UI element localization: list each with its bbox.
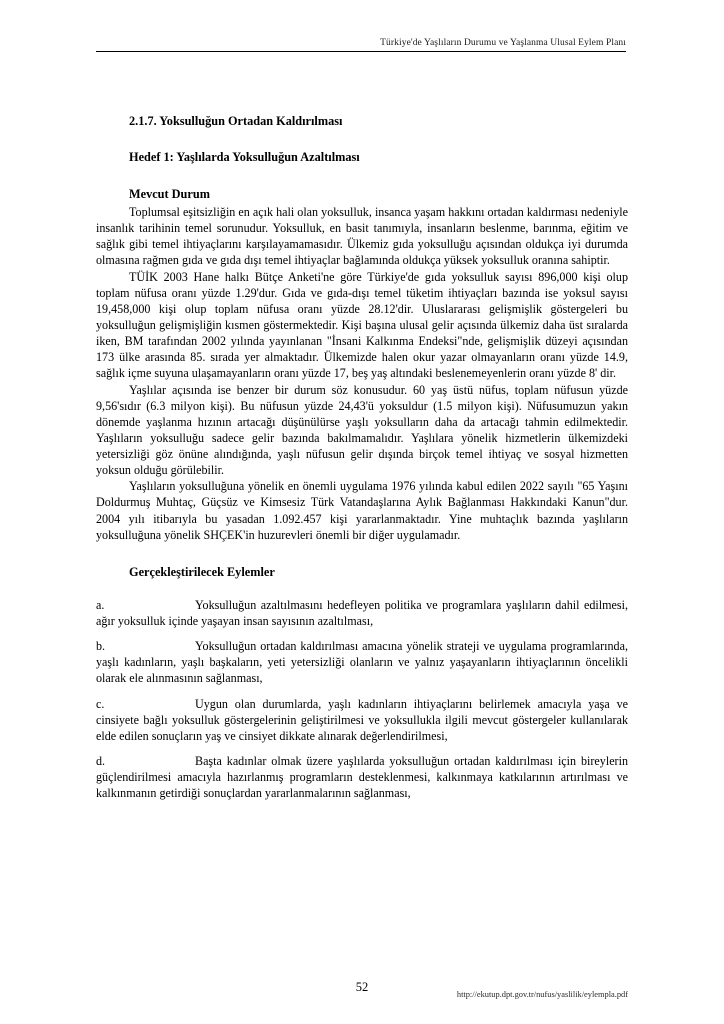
section-title: 2.1.7. Yoksulluğun Ortadan Kaldırılması	[129, 114, 343, 128]
action-marker: c.	[96, 696, 105, 711]
action-item	[96, 753, 628, 801]
action-marker: b.	[96, 639, 106, 654]
action-marker: a.	[96, 597, 105, 612]
actions-list	[96, 597, 628, 802]
body-paragraph: Yaşlılar açısında ise benzer bir durum söz konusudur. 60 yaş üstü nüfus, toplam nüfusun yüzde 9,56'sıdır (6.3 milyon kişi). Bu nüfusun yüzde 24,43'ü yoksuldur (1.5 milyon kişi). Nüfusumuzun yakın dönemde yaşlanma hızının artacağı düşünülürse yaşlı yoksulların daha da artacağı tahmin edilmektedir. Yaşlıların yoksulluğu sadece gelir bazında bakılmamalıdır. Yaşlılara yönelik hizmetlerin ülkemizdeki yetersizliği göz önüne alındığında, yaşlı nüfusun gelir dışında birçok temel ihtiyaç ve sosyal hizmetten yoksun olduğu görülebilir.	[96, 382, 628, 478]
actions-title: Gerçekleştirilecek Eylemler	[129, 564, 275, 579]
header-divider	[96, 51, 626, 52]
action-text: Uygun olan durumlarda, yaşlı kadınların ihtiyaçlarını belirlemek amacıyla yaşa ve cinsiyete bağlı yoksulluk göstergelerinin geliştirilmesi ve yoksullukla ilgili mevcut göstergeler kullanılarak elde edilen sonuçların yaş ve cinsiyet dikkate alınarak değerlendirilmesi,	[96, 696, 628, 743]
body-paragraph: Toplumsal eşitsizliğin en açık hali olan yoksulluk, insanca yaşam hakkını ortadan kaldırması nedeniyle insanlık tarihinin temel sorunudur. Yoksulluk, en basit tanımıyla, insanların beslenme, barınma, eğitim ve sağlık gibi temel ihtiyaçlarını karşılayamamasıdır. Ülkemiz gıda yoksulluğu açısından oldukça iyi durumda olmasına rağmen gıda ve gıda dışı temel ihtiyaçlar bağlamında oldukça yüksek yoksulluk oranına sahiptir.	[96, 204, 628, 268]
goal-title: Hedef 1: Yaşlılarda Yoksulluğun Azaltılması	[129, 149, 360, 164]
action-marker: d.	[96, 754, 106, 769]
body-paragraph: TÜİK 2003 Hane halkı Bütçe Anketi'ne göre Türkiye'de gıda yoksulluk sayısı 896,000 kişi olup toplam nüfusa oranı yüzde 1.29'dur. Gıda ve gıda-dışı temel tüketim ihtiyaçları bazında ise yoksul sayısı 19,458,000 kişi olup toplam nüfusa oranı yüzde 28.12'dir. Uluslararası gelişmişlik göstergeleri bu yoksulluğun gelişmişliğin kısmen göstermektedir. Kişi başına ulusal gelir açısında ülkemiz daha üst sıralarda iken, BM tarafından 2002 yılında yayınlanan "İnsani Kalkınma Endeksi"nde, gelişmişlik düzeyi açısından 173 ülke arasında 85. sırada yer almaktadır. Ülkemizde halen okur yazar olmayanların oranı yüzde 14.9, sağlık içme suyuna ulaşamayanların oranı yüzde 17, beş yaş altındaki beslenemeyenlerin oranı yüzde 8' dir.	[96, 269, 628, 381]
running-title: Türkiye'de Yaşlıların Durumu ve Yaşlanma Ulusal Eylem Planı	[380, 38, 626, 48]
action-text: Başta kadınlar olmak üzere yaşlılarda yoksulluğun ortadan kaldırılması için bireylerin güçlendirilmesi amacıyla hazırlanmış programların desteklenmesi, kalkınmaya katkılarının artırılması ve kalkınmanın getirdiği sonuçlardan yararlanmalarının sağlanması,	[96, 754, 628, 801]
page-content	[96, 114, 628, 801]
action-item	[96, 696, 628, 744]
page-number: 52	[355, 980, 369, 994]
action-item	[96, 638, 628, 686]
action-item	[96, 597, 628, 629]
footer-url: http://ekutup.dpt.gov.tr/nufus/yaslilik/eylempla.pdf	[456, 990, 628, 999]
current-situation-title: Mevcut Durum	[129, 186, 210, 201]
action-text: Yoksulluğun azaltılmasını hedefleyen politika ve programlara yaşlıların dahil edilmesi, ağır yoksulluk içinde yaşayan insan sayısının azaltılması,	[96, 597, 628, 629]
page-footer	[0, 980, 724, 1000]
page-header	[96, 30, 628, 52]
body-paragraph: Yaşlıların yoksulluğuna yönelik en önemli uygulama 1976 yılında kabul edilen 2022 sayılı "65 Yaşını Doldurmuş Muhtaç, Güçsüz ve Kimsesiz Türk Vatandaşlarına Aylık Bağlanması Hakkındaki Kanun"dur. 2004 yılı itibarıyla bu yasadan 1.092.457 kişi yararlanmaktadır. Yine muhtaçlık bazında yaşlıların yoksulluğuna yönelik SHÇEK'in huzurevleri önemli bir diğer uygulamadır.	[96, 479, 628, 542]
action-text: Yoksulluğun ortadan kaldırılması amacına yönelik strateji ve uygulama programlarında, yaşlı kadınların, yaşlı başkaların, yeti yetersizliği olanların ve yalnız yaşayanların ihtiyaçlarının öncelikli olarak ele alınmasının sağlanması,	[96, 639, 628, 686]
